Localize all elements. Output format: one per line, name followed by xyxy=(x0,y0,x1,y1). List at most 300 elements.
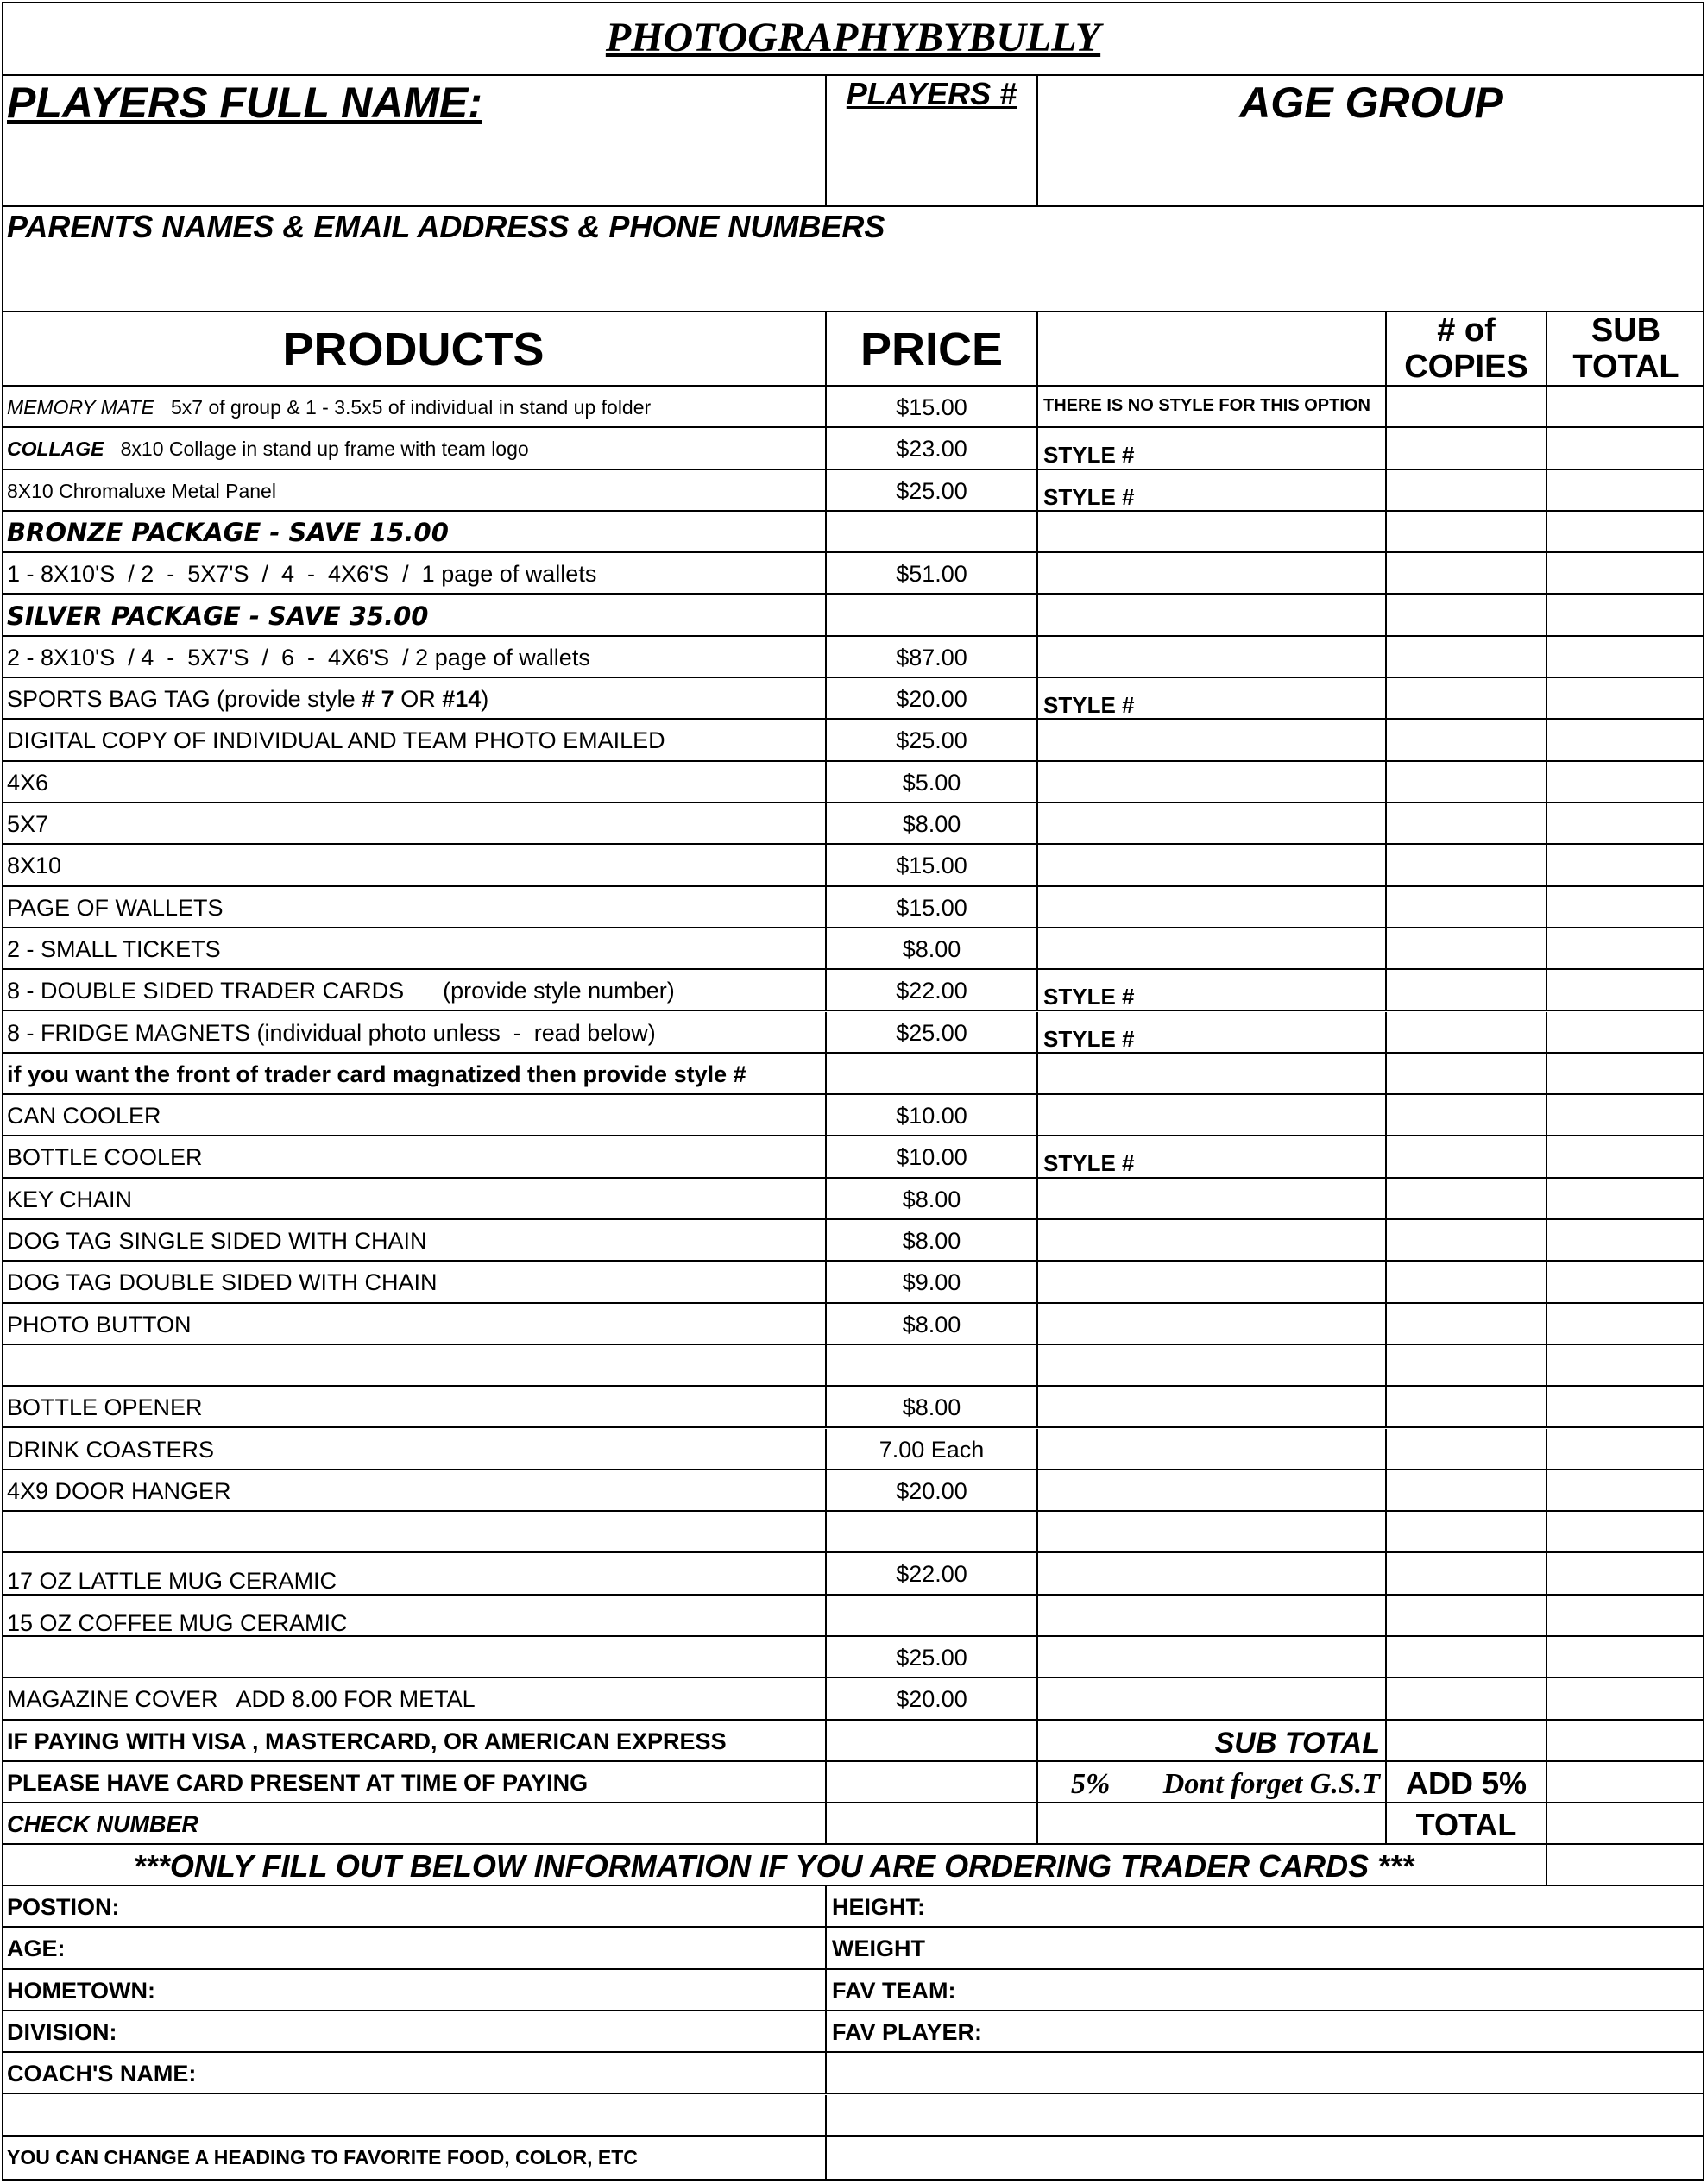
style-cell xyxy=(1036,387,1385,426)
product-name-cell xyxy=(2,1553,825,1593)
price-cell xyxy=(825,553,1036,593)
style-cell xyxy=(1036,1596,1385,1635)
product-price: $25.00 xyxy=(896,1019,967,1046)
subtotal-extra-cell xyxy=(1546,1721,1704,1760)
product-row xyxy=(2,1678,1704,1720)
trader-field-left[interactable] xyxy=(2,2011,825,2051)
trader-field-left[interactable] xyxy=(2,2053,825,2093)
price-cell xyxy=(825,1262,1036,1301)
price-cell xyxy=(825,1012,1036,1052)
products-header-cell xyxy=(2,312,825,385)
product-name: 1 - 8X10'S / 2 - 5X7'S / 4 - 4X6'S / 1 page of wallets xyxy=(7,561,597,588)
product-name: DOG TAG SINGLE SIDED WITH CHAIN xyxy=(7,1228,427,1254)
style-number-label: STYLE # xyxy=(1043,442,1135,469)
product-name: 15 OZ COFFEE MUG CERAMIC xyxy=(7,1609,348,1636)
product-name: 8 - FRIDGE MAGNETS (individual photo unless - read below) xyxy=(7,1019,656,1046)
price-cell xyxy=(825,1429,1036,1469)
product-name: 4X6 xyxy=(7,769,49,796)
product-price: $8.00 xyxy=(902,935,961,962)
trader-field-row xyxy=(2,2011,1704,2053)
trader-field-left[interactable] xyxy=(2,1886,825,1926)
copies-field[interactable] xyxy=(1385,470,1546,510)
product-row xyxy=(2,1429,1704,1470)
subtotal-field[interactable] xyxy=(1546,553,1704,593)
subtotal-field[interactable] xyxy=(1546,762,1704,802)
style-cell[interactable] xyxy=(1036,678,1385,718)
product-row xyxy=(2,470,1704,512)
subtotal-field[interactable] xyxy=(1546,1678,1704,1718)
price-cell xyxy=(825,678,1036,718)
product-name: 2 - 8X10'S / 4 - 5X7'S / 6 - 4X6'S / 2 page of wallets xyxy=(7,644,590,670)
style-cell xyxy=(1036,1512,1385,1551)
product-name-cell xyxy=(2,595,825,635)
product-price: $10.00 xyxy=(896,1144,967,1171)
product-name-cell xyxy=(2,1220,825,1260)
copies-field[interactable] xyxy=(1385,1553,1546,1593)
style-number-label: STYLE # xyxy=(1043,1150,1135,1177)
product-name: DRINK COASTERS xyxy=(7,1436,215,1463)
trader-field-row xyxy=(2,1886,1704,1928)
subtotal-row xyxy=(2,1721,1704,1762)
price-cell xyxy=(825,1596,1036,1635)
copies-field[interactable] xyxy=(1385,1095,1546,1135)
add-gst-label: ADD 5% xyxy=(1405,1765,1527,1801)
product-price: $9.00 xyxy=(902,1269,961,1296)
style-cell xyxy=(1036,1220,1385,1260)
style-cell xyxy=(1036,762,1385,802)
product-name-cell xyxy=(2,470,825,510)
product-name: DIGITAL COPY OF INDIVIDUAL AND TEAM PHOTO EMAILED xyxy=(7,727,665,754)
trader-field-label: HOMETOWN: xyxy=(7,1977,155,2004)
style-number-label: STYLE # xyxy=(1043,1025,1135,1052)
product-name: MAGAZINE COVER ADD 8.00 FOR METAL xyxy=(7,1686,476,1713)
total-label: TOTAL xyxy=(1415,1807,1517,1842)
copies-field[interactable] xyxy=(1385,637,1546,677)
subtotal-field[interactable] xyxy=(1546,1637,1704,1677)
product-name: 8X10 Chromaluxe Metal Panel xyxy=(7,479,276,502)
players-number-field[interactable] xyxy=(825,76,1036,205)
product-type: COLLAGE xyxy=(7,437,104,461)
subtotal-field[interactable] xyxy=(1546,1470,1704,1510)
product-name-cell xyxy=(2,1095,825,1135)
product-spacer xyxy=(104,437,120,460)
copies-field[interactable] xyxy=(1385,1262,1546,1301)
product-name: PAGE OF WALLETS xyxy=(7,894,224,921)
copies-field[interactable] xyxy=(1385,845,1546,884)
product-price: $23.00 xyxy=(896,436,967,463)
product-row xyxy=(2,845,1704,886)
product-name: 4X9 DOOR HANGER xyxy=(7,1477,231,1504)
product-row xyxy=(2,928,1704,970)
subtotal-field[interactable] xyxy=(1546,428,1704,468)
column-header-row xyxy=(2,312,1704,387)
card-note: PLEASE HAVE CARD PRESENT AT TIME OF PAYING xyxy=(7,1770,589,1796)
copies-field[interactable] xyxy=(1385,1429,1546,1469)
price-cell xyxy=(825,512,1036,551)
trader-banner-cell xyxy=(2,1845,1546,1885)
product-name-cell xyxy=(2,1136,825,1176)
style-cell[interactable] xyxy=(1036,970,1385,1010)
copies-field[interactable] xyxy=(1385,1179,1546,1218)
product-price: $51.00 xyxy=(896,561,967,588)
trader-field-row xyxy=(2,1970,1704,2011)
product-row xyxy=(2,1470,1704,1512)
product-row xyxy=(2,512,1704,553)
product-name xyxy=(7,387,651,428)
trader-banner-end-cell xyxy=(1546,1845,1704,1885)
gst-price-cell xyxy=(825,1762,1036,1802)
price-cell xyxy=(825,928,1036,968)
check-number-field[interactable] xyxy=(2,1803,825,1843)
product-description: 8x10 Collage in stand up frame with team logo xyxy=(120,437,529,461)
product-name: PHOTO BUTTON xyxy=(7,1311,192,1337)
product-name-cell xyxy=(2,887,825,927)
trader-field-left[interactable] xyxy=(2,1928,825,1967)
price-cell xyxy=(825,1054,1036,1093)
product-name-cell xyxy=(2,1054,825,1093)
copies-field[interactable] xyxy=(1385,762,1546,802)
copies-field[interactable] xyxy=(1385,1470,1546,1510)
gst-reminder: Dont forget G.S.T xyxy=(1162,1768,1380,1800)
product-name: 8X10 xyxy=(7,853,62,879)
price-cell xyxy=(825,1553,1036,1593)
product-row xyxy=(2,387,1704,428)
subtotal-field[interactable] xyxy=(1546,595,1704,635)
copies-field[interactable] xyxy=(1385,1136,1546,1176)
style-header-cell xyxy=(1036,312,1385,385)
product-name-cell xyxy=(2,553,825,593)
product-name: CAN COOLER xyxy=(7,1103,161,1130)
gst-value-field[interactable] xyxy=(1546,1762,1704,1802)
product-name-cell xyxy=(2,1678,825,1718)
product-name: BOTTLE OPENER xyxy=(7,1394,203,1421)
subtotal-field[interactable] xyxy=(1546,1136,1704,1176)
product-row xyxy=(2,595,1704,637)
style-option-or: OR xyxy=(400,686,436,713)
package-heading: BRONZE PACKAGE - SAVE 15.00 xyxy=(7,517,449,547)
style-cell xyxy=(1036,1637,1385,1677)
product-name: DOG TAG DOUBLE SIDED WITH CHAIN xyxy=(7,1269,438,1296)
product-row xyxy=(2,1262,1704,1303)
style-cell[interactable] xyxy=(1036,428,1385,468)
copies-field[interactable] xyxy=(1385,1012,1546,1052)
trader-field-right[interactable] xyxy=(825,1928,1704,1967)
footer-note-cell xyxy=(2,2137,825,2179)
copies-field[interactable] xyxy=(1385,678,1546,718)
product-price: $20.00 xyxy=(896,1686,967,1713)
price-cell xyxy=(825,845,1036,884)
card-note-cell xyxy=(2,1762,825,1802)
players-number-label: PLAYERS # xyxy=(846,76,1017,111)
subtotal-field[interactable] xyxy=(1546,720,1704,759)
product-name: 2 - SMALL TICKETS xyxy=(7,935,221,962)
product-name-cell xyxy=(2,428,825,468)
price-cell xyxy=(825,1512,1036,1551)
style-number-label: STYLE # xyxy=(1043,692,1135,719)
trader-field-right[interactable] xyxy=(825,1970,1704,2010)
product-row xyxy=(2,1345,1704,1387)
product-row xyxy=(2,1220,1704,1262)
price-cell xyxy=(825,887,1036,927)
footer-note-field[interactable] xyxy=(825,2137,1704,2179)
trader-banner: ***ONLY FILL OUT BELOW INFORMATION IF YOU ARE ORDERING TRADER CARDS *** xyxy=(133,1848,1414,1884)
magnet-note: if you want the front of trader card magnatized then provide style # xyxy=(7,1061,746,1087)
subtotal-field[interactable] xyxy=(1546,845,1704,884)
price-cell xyxy=(825,1387,1036,1426)
price-cell xyxy=(825,1136,1036,1176)
product-price: 7.00 Each xyxy=(879,1436,985,1463)
subtotal-price-cell xyxy=(825,1721,1036,1760)
copies-field[interactable] xyxy=(1385,1220,1546,1260)
style-cell xyxy=(1036,553,1385,593)
product-name-cell xyxy=(2,1637,825,1677)
form-title: PHOTOGRAPHYBYBULLY xyxy=(605,15,1101,60)
trader-field-label: FAV TEAM: xyxy=(832,1977,956,2004)
subtotal-field[interactable] xyxy=(1546,1095,1704,1135)
product-name-cell xyxy=(2,1345,825,1385)
subtotal-field[interactable] xyxy=(1546,678,1704,718)
product-price: $15.00 xyxy=(896,894,967,921)
style-cell xyxy=(1036,1179,1385,1218)
trader-field-label: FAV PLAYER: xyxy=(832,2018,983,2045)
trader-banner-row xyxy=(2,1845,1704,1886)
players-full-name-label: PLAYERS FULL NAME: xyxy=(7,79,482,127)
check-number-label: CHECK NUMBER xyxy=(7,1811,198,1837)
product-row xyxy=(2,720,1704,761)
price-cell xyxy=(825,970,1036,1010)
price-cell xyxy=(825,1345,1036,1385)
trader-field-right[interactable] xyxy=(825,2011,1704,2051)
product-price: $8.00 xyxy=(902,1394,961,1421)
subtotal-value-field[interactable] xyxy=(1385,1721,1546,1760)
style-option-14: #14 xyxy=(442,686,482,713)
trader-field-label: HEIGHT: xyxy=(832,1894,925,1920)
price-header-cell xyxy=(825,312,1036,385)
style-cell[interactable] xyxy=(1036,1136,1385,1176)
style-cell xyxy=(1036,1429,1385,1469)
style-cell xyxy=(1036,928,1385,968)
product-name xyxy=(7,678,488,720)
copies-field[interactable] xyxy=(1385,1054,1546,1093)
product-row xyxy=(2,1179,1704,1220)
parents-info-label: PARENTS NAMES & EMAIL ADDRESS & PHONE NUMBERS xyxy=(7,209,885,244)
gst-reminder-cell xyxy=(1036,1762,1385,1802)
product-name: KEY CHAIN xyxy=(7,1186,133,1212)
product-row xyxy=(2,1012,1704,1054)
product-row xyxy=(2,428,1704,469)
style-number-label: STYLE # xyxy=(1043,984,1135,1010)
total-value-field[interactable] xyxy=(1546,1803,1704,1843)
title-row xyxy=(2,2,1704,76)
price-cell xyxy=(825,1678,1036,1718)
style-cell xyxy=(1036,595,1385,635)
product-price: $87.00 xyxy=(896,644,967,670)
add-gst-cell xyxy=(1385,1762,1546,1802)
style-cell xyxy=(1036,512,1385,551)
product-row xyxy=(2,1054,1704,1095)
product-price: $15.00 xyxy=(896,394,967,420)
style-cell xyxy=(1036,720,1385,759)
subtotal-field[interactable] xyxy=(1546,1345,1704,1385)
product-price: $8.00 xyxy=(902,811,961,837)
copies-header-line2: COPIES xyxy=(1404,349,1528,385)
style-cell[interactable] xyxy=(1036,470,1385,510)
product-price: $10.00 xyxy=(896,1103,967,1130)
subtotal-label-cell xyxy=(1036,1721,1385,1760)
trader-field-row xyxy=(2,1928,1704,1969)
product-row xyxy=(2,970,1704,1011)
price-cell xyxy=(825,595,1036,635)
subtotal-header-line2: TOTAL xyxy=(1572,349,1679,385)
price-cell xyxy=(825,637,1036,677)
copies-field[interactable] xyxy=(1385,428,1546,468)
subtotal-field[interactable] xyxy=(1546,803,1704,843)
players-full-name-field[interactable] xyxy=(2,76,825,205)
trader-field-left[interactable] xyxy=(2,1970,825,2010)
product-name-cell xyxy=(2,678,825,718)
subtotal-field[interactable] xyxy=(1546,637,1704,677)
product-name-cell xyxy=(2,720,825,759)
trader-field-right[interactable] xyxy=(825,2053,1704,2093)
copies-field[interactable] xyxy=(1385,928,1546,968)
subtotal-field[interactable] xyxy=(1546,887,1704,927)
style-cell[interactable] xyxy=(1036,1012,1385,1052)
product-price: $20.00 xyxy=(896,1477,967,1504)
trader-field-label: POSTION: xyxy=(7,1894,120,1920)
subtotal-field[interactable] xyxy=(1546,1262,1704,1301)
product-name-cell xyxy=(2,1387,825,1426)
trader-field-label: DIVISION: xyxy=(7,2018,117,2045)
package-heading: SILVER PACKAGE - SAVE 35.00 xyxy=(7,601,429,631)
subtotal-field[interactable] xyxy=(1546,1012,1704,1052)
style-cell xyxy=(1036,845,1385,884)
price-cell xyxy=(825,470,1036,510)
price-cell xyxy=(825,803,1036,843)
style-number-label: STYLE # xyxy=(1043,483,1135,510)
age-group-field[interactable] xyxy=(1036,76,1704,205)
product-name-cell xyxy=(2,1012,825,1052)
product-name-cell xyxy=(2,1262,825,1301)
style-cell xyxy=(1036,1553,1385,1593)
product-row xyxy=(2,1095,1704,1136)
copies-header-line1: # of xyxy=(1437,312,1496,349)
subtotal-field[interactable] xyxy=(1546,470,1704,510)
subtotal-field[interactable] xyxy=(1546,928,1704,968)
product-price: $25.00 xyxy=(896,727,967,754)
product-price: $22.00 xyxy=(896,978,967,1004)
product-name-cell xyxy=(2,928,825,968)
trader-field-left[interactable] xyxy=(2,2095,825,2135)
copies-field[interactable] xyxy=(1385,1678,1546,1718)
copies-field[interactable] xyxy=(1385,553,1546,593)
subtotal-field[interactable] xyxy=(1546,1054,1704,1093)
price-header: PRICE xyxy=(860,324,1004,375)
style-cell xyxy=(1036,887,1385,927)
product-name-cell xyxy=(2,803,825,843)
copies-field[interactable] xyxy=(1385,1637,1546,1677)
subtotal-field[interactable] xyxy=(1546,1596,1704,1635)
copies-field[interactable] xyxy=(1385,1304,1546,1344)
parents-info-row[interactable] xyxy=(2,207,1704,312)
copies-field[interactable] xyxy=(1385,1345,1546,1385)
product-description: SPORTS BAG TAG (provide style xyxy=(7,686,356,713)
visa-note-cell xyxy=(2,1721,825,1760)
product-name: 8 - DOUBLE SIDED TRADER CARDS (provide style number) xyxy=(7,978,675,1004)
style-option-close: ) xyxy=(481,686,489,713)
style-cell xyxy=(1036,1387,1385,1426)
subtotal-header-line1: SUB xyxy=(1590,312,1661,349)
subtotal-field[interactable] xyxy=(1546,1429,1704,1469)
price-cell xyxy=(825,1470,1036,1510)
product-name-cell xyxy=(2,762,825,802)
product-row xyxy=(2,553,1704,595)
product-price: $8.00 xyxy=(902,1228,961,1254)
price-cell xyxy=(825,720,1036,759)
copies-field[interactable] xyxy=(1385,1512,1546,1551)
style-cell xyxy=(1036,1345,1385,1385)
visa-note: IF PAYING WITH VISA , MASTERCARD, OR AMERICAN EXPRESS xyxy=(7,1728,727,1754)
subtotal-field[interactable] xyxy=(1546,387,1704,426)
price-cell xyxy=(825,1304,1036,1344)
product-name-cell xyxy=(2,637,825,677)
subtotal-field[interactable] xyxy=(1546,1179,1704,1218)
copies-field[interactable] xyxy=(1385,803,1546,843)
subtotal-field[interactable] xyxy=(1546,512,1704,551)
trader-field-label: COACH'S NAME: xyxy=(7,2061,197,2087)
price-cell xyxy=(825,387,1036,426)
footer-note-row xyxy=(2,2137,1704,2179)
copies-field[interactable] xyxy=(1385,387,1546,426)
product-name xyxy=(7,428,529,469)
gst-percent: 5% xyxy=(1071,1768,1111,1800)
price-cell xyxy=(825,762,1036,802)
product-name: 17 OZ LATTLE MUG CERAMIC xyxy=(7,1568,337,1595)
total-label-cell xyxy=(1385,1803,1546,1843)
subtotal-field[interactable] xyxy=(1546,1304,1704,1344)
product-row xyxy=(2,1553,1704,1595)
product-spacer xyxy=(154,396,171,419)
trader-field-right[interactable] xyxy=(825,1886,1704,1926)
product-price: $8.00 xyxy=(902,1186,961,1212)
product-price: $25.00 xyxy=(896,477,967,504)
product-row xyxy=(2,637,1704,678)
style-cell xyxy=(1036,637,1385,677)
copies-field[interactable] xyxy=(1385,720,1546,759)
trader-field-label: AGE: xyxy=(7,1935,66,1962)
subtotal-field[interactable] xyxy=(1546,1553,1704,1593)
subtotal-field[interactable] xyxy=(1546,1220,1704,1260)
style-cell xyxy=(1036,1054,1385,1093)
copies-field[interactable] xyxy=(1385,887,1546,927)
copies-field[interactable] xyxy=(1385,970,1546,1010)
product-name-cell xyxy=(2,1304,825,1344)
copies-field[interactable] xyxy=(1385,1596,1546,1635)
copies-field[interactable] xyxy=(1385,595,1546,635)
product-name-cell xyxy=(2,512,825,551)
copies-field[interactable] xyxy=(1385,512,1546,551)
subtotal-field[interactable] xyxy=(1546,1387,1704,1426)
subtotal-field[interactable] xyxy=(1546,970,1704,1010)
price-cell xyxy=(825,428,1036,468)
price-cell xyxy=(825,1095,1036,1135)
trader-field-right[interactable] xyxy=(825,2095,1704,2135)
subtotal-header-cell xyxy=(1546,312,1704,385)
style-option-7: # 7 xyxy=(362,686,394,713)
product-price: $20.00 xyxy=(896,686,967,713)
subtotal-field[interactable] xyxy=(1546,1512,1704,1551)
product-row xyxy=(2,762,1704,803)
copies-field[interactable] xyxy=(1385,1387,1546,1426)
